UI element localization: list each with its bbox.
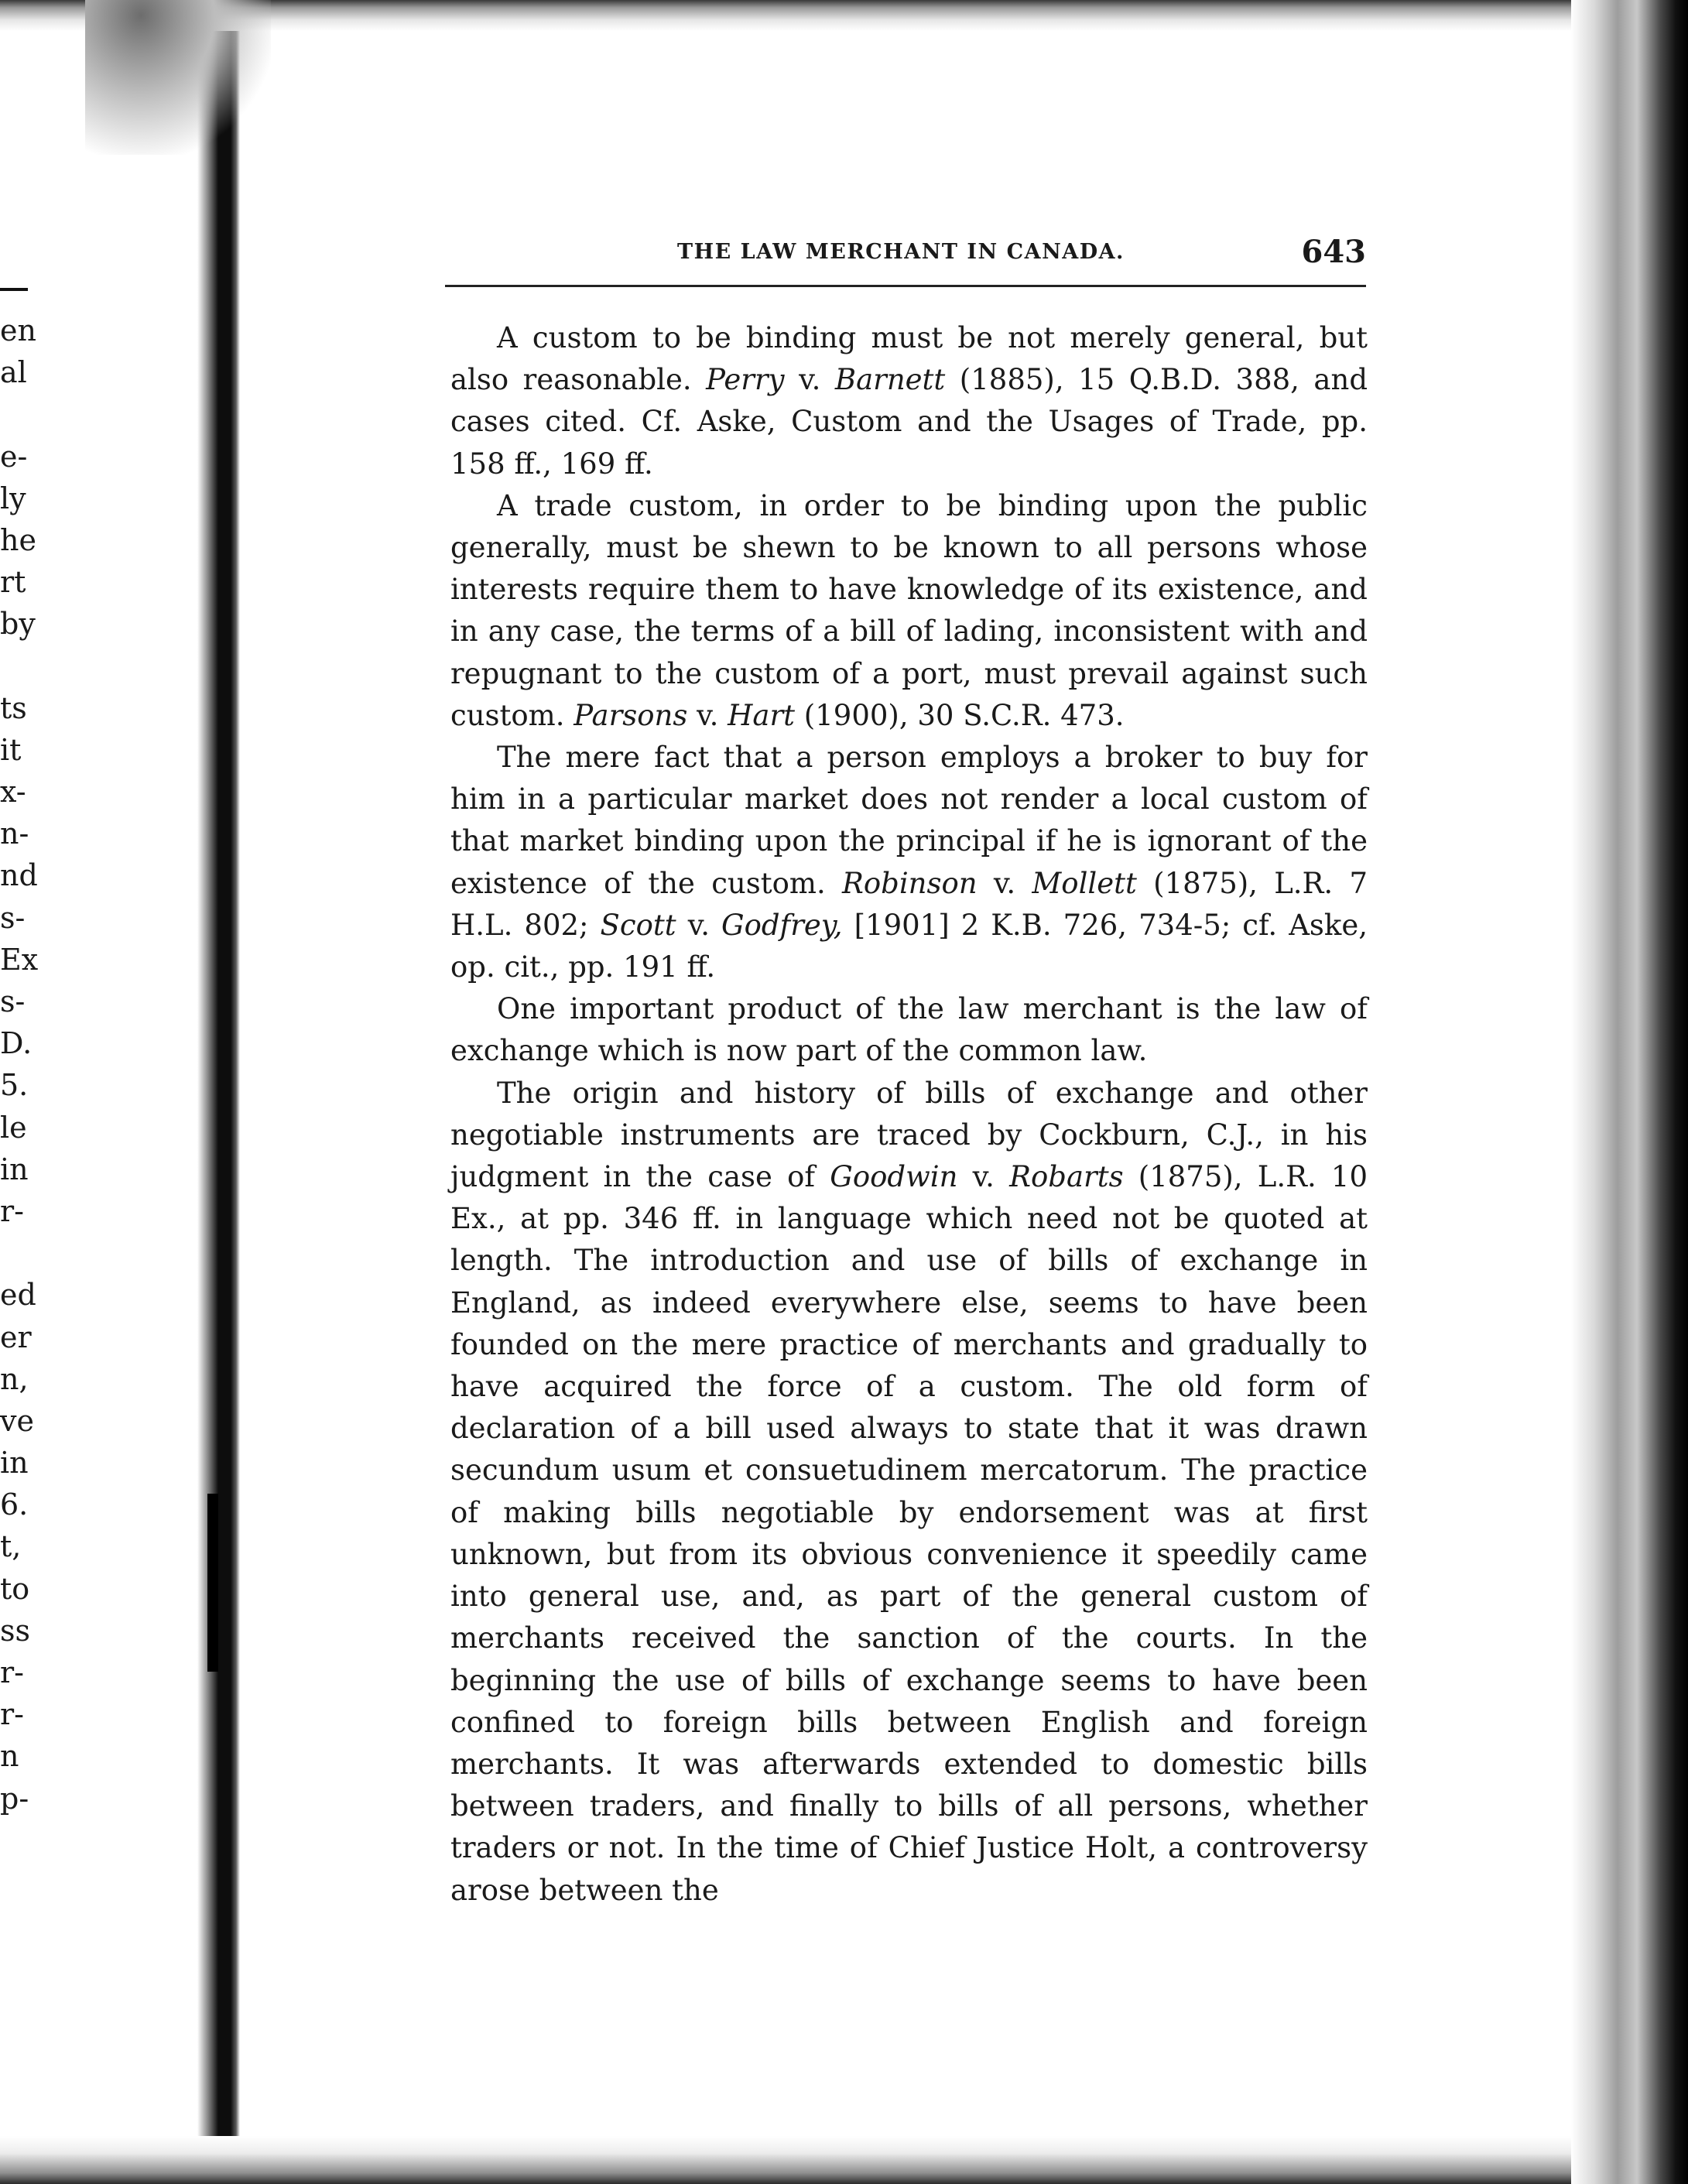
facing-page-fragment: x-: [0, 775, 26, 810]
text-run: v.: [784, 363, 835, 397]
case-name: Robinson: [842, 866, 978, 900]
facing-page-fragment: it: [0, 732, 22, 767]
text-run: The mere fact that a person employs a broker to buy for him in a particular market does not render a local custom of that market binding upon the principal if he is ignorant of the existence of the custom.: [450, 741, 1368, 900]
case-name: Scott: [600, 908, 676, 942]
facing-page-fragment: e-: [0, 439, 28, 474]
body-text: [450, 317, 1368, 1912]
text-run: v.: [957, 1160, 1010, 1194]
text-run: v.: [687, 698, 728, 732]
header-rule: [445, 285, 1366, 287]
facing-page-fragment: in: [0, 1152, 29, 1186]
facing-page-fragment: le: [0, 1110, 27, 1145]
text-run: (1900), 30 S.C.R. 473.: [795, 698, 1125, 732]
facing-page-fragment: n,: [0, 1361, 29, 1396]
facing-page-fragment: ed: [0, 1278, 36, 1313]
case-name: Goodwin: [830, 1160, 958, 1194]
running-head: [445, 232, 1366, 279]
facing-page-fragment: [0, 393, 93, 435]
facing-page-fragment: D.: [0, 1026, 33, 1061]
facing-page-fragment: t,: [0, 1529, 22, 1564]
scan-corner-noise: [85, 0, 271, 155]
facing-page-fragment: by: [0, 607, 36, 642]
binding-mark: [207, 1494, 218, 1672]
facing-page-fragment: Ex: [0, 942, 39, 977]
facing-page-fragment: 5.: [0, 1068, 29, 1103]
facing-page-fragment: [0, 645, 93, 687]
text-run: One important product of the law merchant is the law of exchange which is now part of the common law.: [450, 992, 1368, 1068]
facing-page-fragment: r-: [0, 1697, 25, 1732]
facing-page-fragment: he: [0, 522, 36, 557]
case-name: Godfrey,: [721, 908, 843, 942]
page-number: 643: [1301, 234, 1366, 270]
text-run: A trade custom, in order to be binding upon the public generally, must be shewn to be known to all persons whose interests require them to have knowledge of its existence, and in any case, the terms of a bill of lading, inconsistent with and repugnant to the custom of a port, must prevail against such custom.: [450, 488, 1368, 732]
paragraph: [450, 988, 1368, 1072]
facing-page-fragment: in: [0, 1446, 29, 1481]
facing-page-fragments: [0, 310, 93, 1819]
facing-page-fragment: ts: [0, 690, 27, 725]
page-fore-edge: [1571, 0, 1688, 2184]
text-run: The origin and history of bills of exchange and other negotiable instruments are traced by Cockburn, C.J., in his judgment in the case of: [450, 1076, 1368, 1194]
facing-page-fragment: r-: [0, 1193, 25, 1228]
facing-page-fragment: r-: [0, 1655, 25, 1689]
text-run: A custom to be binding must be not merely general, but also reasonable.: [450, 321, 1368, 397]
facing-page-fragment: to: [0, 1571, 30, 1606]
case-name: Parsons: [574, 698, 688, 732]
case-name: Perry: [706, 363, 785, 397]
text-run: v.: [676, 908, 722, 942]
case-name: Barnett: [834, 363, 946, 397]
facing-page-fragment: 6.: [0, 1487, 29, 1522]
facing-page-fragment: n-: [0, 816, 29, 851]
paragraph: [450, 1073, 1368, 1912]
text-run: v.: [977, 866, 1032, 900]
case-name: Hart: [728, 698, 796, 732]
text-run: (1885), 15 Q.B.D. 388, and cases cited. Cf. Aske, Custom and the Usages of Trade, pp. 158 ff., 169 ff.: [450, 363, 1368, 481]
facing-page-fragment: [0, 1232, 93, 1274]
facing-page-fragment: ve: [0, 1403, 34, 1438]
facing-page-rule: [0, 288, 28, 291]
case-name: Mollett: [1032, 866, 1137, 900]
facing-page-fragment: rt: [0, 565, 26, 600]
facing-page-fragment: er: [0, 1320, 32, 1354]
text-run: (1875), L.R. 7 H.L. 802;: [450, 866, 1368, 942]
case-name: Robarts: [1009, 1160, 1124, 1194]
text-run: (1875), L.R. 10 Ex., at pp. 346 ff. in language which need not be quoted at length. The introduction and use of bills of exchange in England, as indeed everywhere else, seems to have been founded on the mere practice of merchants and gradually to have acquired the force of a custom. The old form of declaration of a bill used always to state that it was drawn secundum usum et consuetudinem mercatorum. The practice of making bills negotiable by endorsement was at first unknown, but from its obvious convenience it speedily came into general use, and, as part of the general custom of merchants received the sanction of the courts. In the beginning the use of bills of exchange seems to have been confined to foreign bills between English and foreign merchants. It was afterwards extended to domestic bills between traders, and finally to bills of all persons, whether traders or not. In the time of Chief Justice Holt, a controversy arose between the: [450, 1160, 1368, 1907]
running-head-title: THE LAW MERCHANT IN CANADA.: [677, 240, 1125, 264]
facing-page-fragment: s-: [0, 984, 26, 1018]
facing-page-fragment: s-: [0, 900, 26, 935]
paragraph: [450, 737, 1368, 988]
scan-bottom-edge: [0, 2136, 1688, 2184]
facing-page-fragment: nd: [0, 858, 38, 893]
facing-page-fragment: ly: [0, 481, 26, 515]
paragraph: [450, 317, 1368, 485]
facing-page-fragment: en: [0, 313, 36, 347]
facing-page-fragment: ss: [0, 1613, 31, 1648]
paragraph: [450, 485, 1368, 737]
text-run: [1901] 2 K.B. 726, 734-5; cf. Aske, op. cit., pp. 191 ff.: [450, 908, 1368, 984]
facing-page-fragment: al: [0, 355, 27, 390]
facing-page-fragment: p-: [0, 1781, 29, 1816]
facing-page-fragment: n: [0, 1739, 19, 1774]
